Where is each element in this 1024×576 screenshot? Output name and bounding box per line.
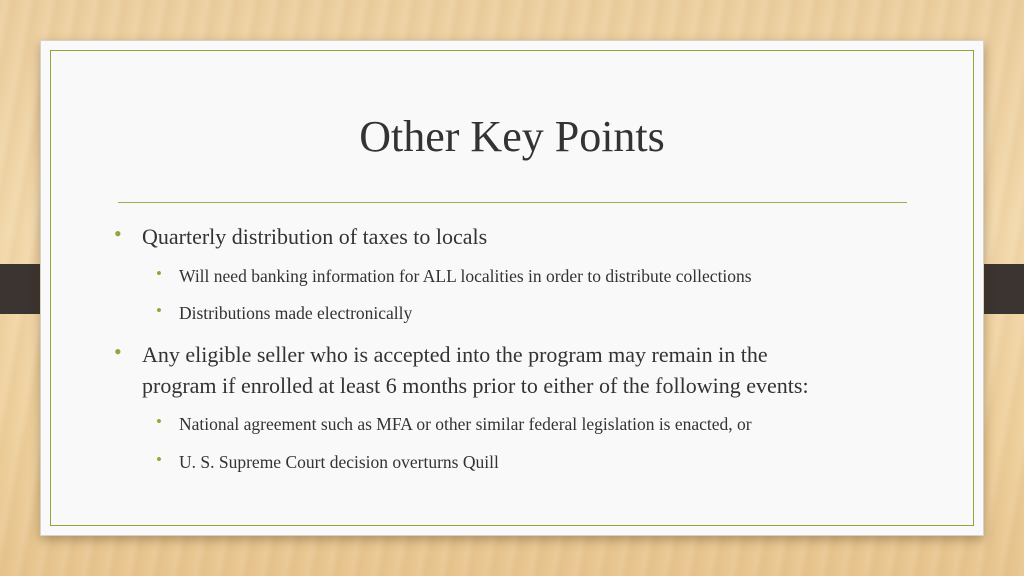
sub-bullet-item [156, 412, 939, 436]
slide-card [40, 40, 984, 536]
bullet-list [41, 41, 983, 535]
bullet-dot-icon: • [156, 301, 162, 320]
slide-title: Other Key Points [359, 112, 665, 161]
sub-bullet-item [156, 450, 939, 474]
bullet-dot-icon: • [156, 264, 162, 283]
bullet-text-line-2: program if enrolled at least 6 months prior to either of the following events: [142, 373, 809, 398]
bullet-text: Quarterly distribution of taxes to locals [142, 224, 488, 249]
bullet-dot-icon: • [156, 450, 162, 469]
bullet-text-line-1: Any eligible seller who is accepted into the program may remain in the [142, 342, 768, 367]
bullet-item [114, 221, 922, 252]
sub-bullet-item [156, 301, 939, 325]
sub-bullet-text: National agreement such as MFA or other similar federal legislation is enacted, or [179, 414, 752, 434]
sub-bullet-text: U. S. Supreme Court decision overturns Quill [179, 452, 499, 472]
bullet-dot-icon: • [156, 412, 162, 431]
bullet-item [114, 339, 922, 401]
sub-bullet-text: Distributions made electronically [179, 303, 413, 323]
bullet-dot-icon: • [114, 339, 122, 364]
sub-bullet-item [156, 264, 939, 288]
sub-bullet-text: Will need banking information for ALL localities in order to distribute collections [179, 266, 752, 286]
bullet-dot-icon: • [114, 221, 122, 246]
